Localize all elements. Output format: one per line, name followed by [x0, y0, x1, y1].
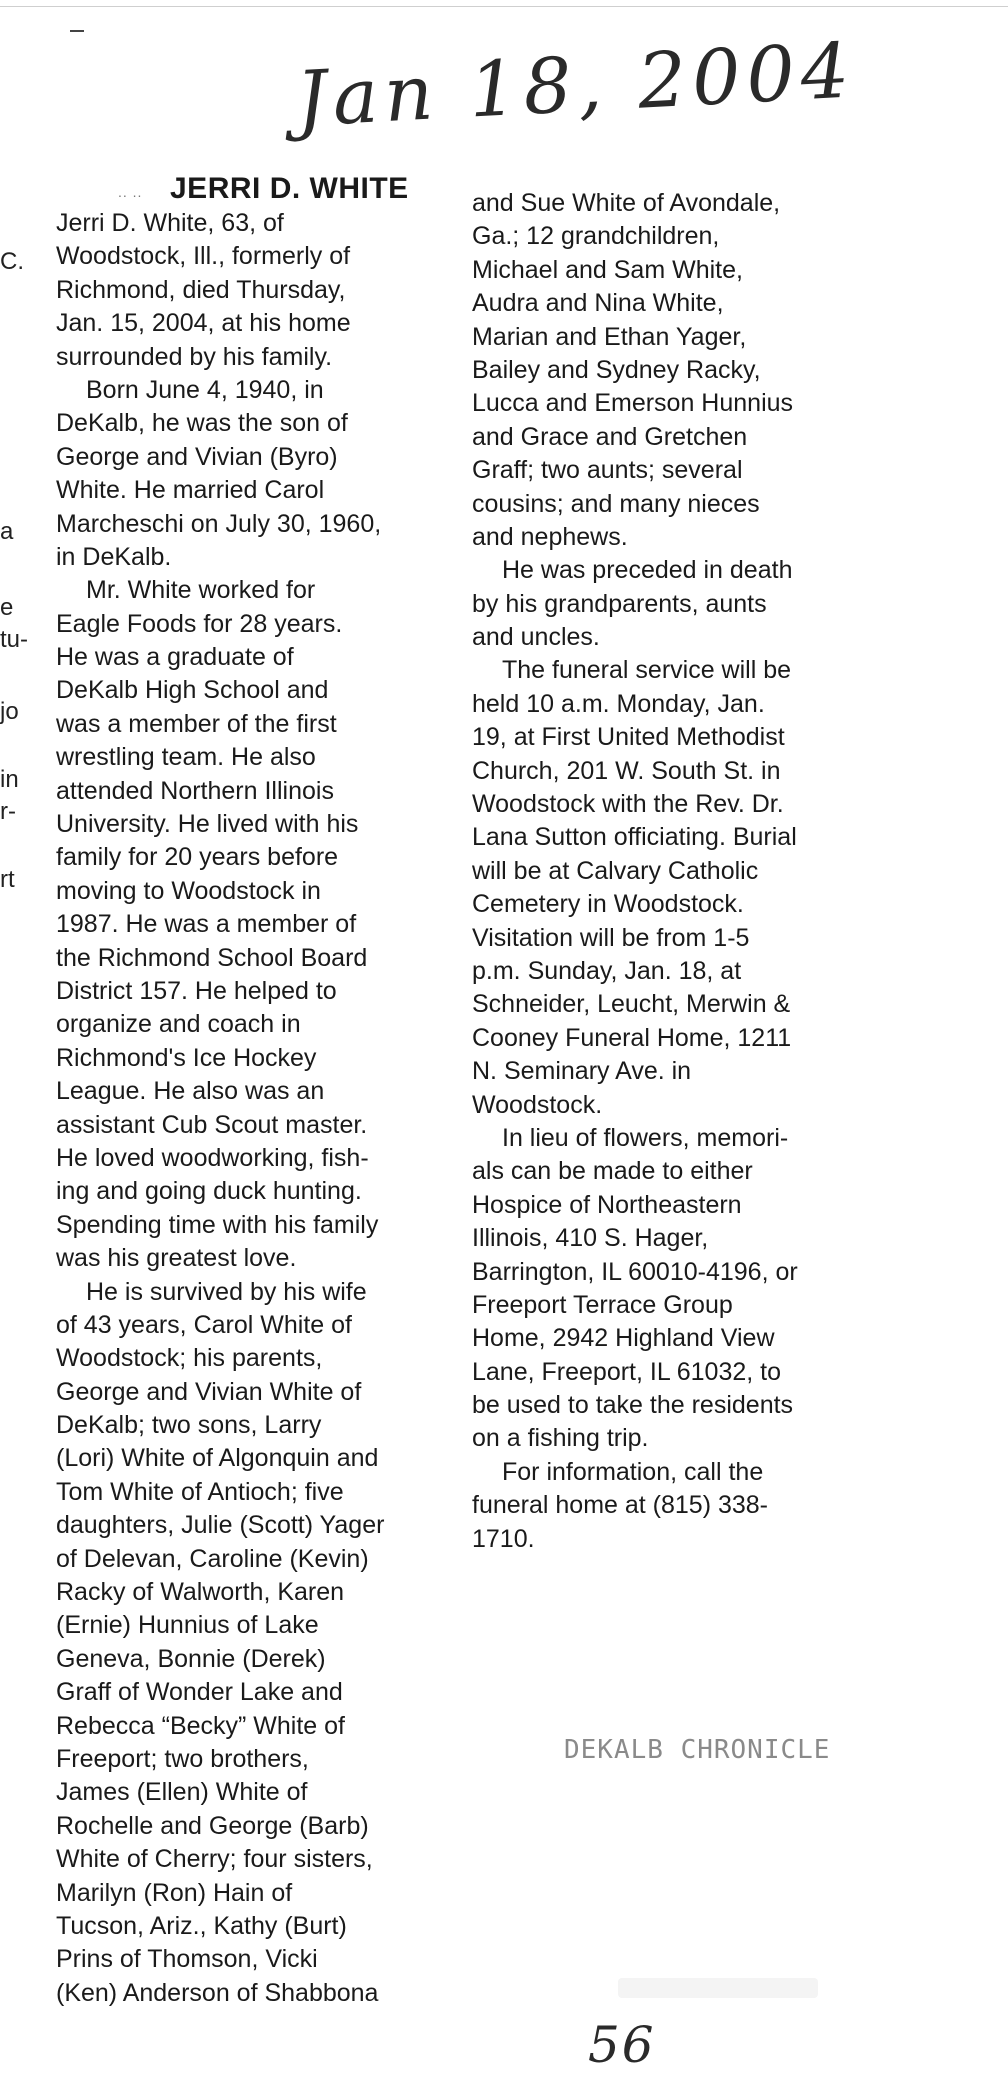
- obituary-line: Woodstock with the Rev. Dr.: [472, 790, 784, 819]
- obituary-line: 1987. He was a member of: [56, 910, 357, 939]
- obituary-column-2: [472, 187, 798, 1556]
- obituary-line: Illinois, 410 S. Hager,: [472, 1224, 709, 1253]
- edge-fragment: a: [0, 518, 14, 545]
- scan-top-edge: [0, 6, 1008, 7]
- obituary-line: Audra and Nina White,: [472, 289, 724, 318]
- obituary-line: Graff of Wonder Lake and: [56, 1678, 343, 1707]
- obituary-line: He loved woodworking, fish-: [56, 1143, 369, 1172]
- obituary-line: University. He lived with his: [56, 810, 359, 839]
- obituary-line: Born June 4, 1940, in: [86, 375, 324, 404]
- obituary-line: and uncles.: [472, 623, 600, 652]
- obituary-line: Freeport Terrace Group: [472, 1290, 733, 1319]
- handwritten-page-number: 56: [588, 2016, 656, 2074]
- obituary-column-1: [56, 207, 384, 2010]
- edge-fragment: r-: [0, 798, 16, 825]
- obituary-line: Church, 201 W. South St. in: [472, 756, 781, 785]
- obituary-line: Geneva, Bonnie (Derek): [56, 1644, 326, 1673]
- obituary-line: (Lori) White of Algonquin and: [56, 1444, 379, 1473]
- obituary-line: Graff; two aunts; several: [472, 456, 743, 485]
- obituary-line: Ga.; 12 grandchildren,: [472, 222, 720, 251]
- obituary-line: Tom White of Antioch; five: [56, 1477, 344, 1506]
- obituary-line: Lana Sutton officiating. Burial: [472, 823, 797, 852]
- obituary-line: Woodstock; his parents,: [56, 1344, 323, 1373]
- obituary-line: Bailey and Sydney Racky,: [472, 355, 761, 384]
- obituary-line: ing and going duck hunting.: [56, 1177, 362, 1206]
- edge-fragment: in: [0, 766, 19, 793]
- obituary-line: Home, 2942 Highland View: [472, 1324, 775, 1353]
- obituary-line: District 157. He helped to: [56, 976, 337, 1005]
- obituary-line: He was a graduate of: [56, 643, 294, 672]
- obituary-line: League. He also was an: [56, 1077, 325, 1106]
- obituary-line: 19, at First United Methodist: [472, 723, 785, 752]
- obituary-line: of 43 years, Carol White of: [56, 1310, 352, 1339]
- obituary-line: of Delevan, Caroline (Kevin): [56, 1544, 369, 1573]
- obituary-line: organize and coach in: [56, 1010, 301, 1039]
- obituary-line: daughters, Julie (Scott) Yager: [56, 1511, 385, 1540]
- obituary-line: James (Ellen) White of: [56, 1778, 308, 1807]
- obituary-line: Richmond's Ice Hockey: [56, 1043, 317, 1072]
- obituary-line: N. Seminary Ave. in: [472, 1057, 692, 1086]
- obituary-line: George and Vivian (Byro): [56, 442, 338, 471]
- obituary-line: George and Vivian White of: [56, 1377, 362, 1406]
- handwritten-date: Jan 18, 2004: [294, 25, 858, 144]
- obituary-line: White. He married Carol: [56, 476, 325, 505]
- obituary-line: Jerri D. White, 63, of: [56, 209, 284, 237]
- obituary-line: and Sue White of Avondale,: [472, 189, 781, 217]
- obituary-line: by his grandparents, aunts: [472, 589, 767, 618]
- obituary-line: In lieu of flowers, memori-: [502, 1123, 789, 1152]
- obituary-line: Racky of Walworth, Karen: [56, 1578, 345, 1607]
- obituary-line: White of Cherry; four sisters,: [56, 1845, 373, 1874]
- obituary-line: was his greatest love.: [56, 1244, 297, 1273]
- scan-mark: [70, 30, 84, 32]
- obituary-line: Mr. White worked for: [86, 576, 316, 605]
- obituary-line: Eagle Foods for 28 years.: [56, 609, 343, 638]
- obituary-line: (Ernie) Hunnius of Lake: [56, 1611, 319, 1640]
- obituary-line: For information, call the: [502, 1457, 764, 1486]
- obituary-line: Woodstock, Ill., formerly of: [56, 242, 351, 271]
- obituary-line: Lucca and Emerson Hunnius: [472, 389, 794, 418]
- edge-fragment: tu-: [0, 626, 29, 653]
- obituary-line: moving to Woodstock in: [56, 876, 321, 905]
- source-stamp: DEKALB CHRONICLE: [564, 1735, 831, 1765]
- obituary-line: Michael and Sam White,: [472, 255, 743, 284]
- obituary-line: The funeral service will be: [502, 656, 792, 685]
- obituary-line: and Grace and Gretchen: [472, 422, 748, 451]
- obituary-line: Richmond, died Thursday,: [56, 275, 346, 304]
- obituary-line: als can be made to either: [472, 1157, 753, 1186]
- obituary-line: Rebecca “Becky” White of: [56, 1711, 345, 1740]
- obituary-headline: JERRI D. WHITE: [170, 172, 409, 205]
- obituary-line: assistant Cub Scout master.: [56, 1110, 368, 1139]
- obituary-line: Marcheschi on July 30, 1960,: [56, 509, 382, 538]
- obituary-line: Jan. 15, 2004, at his home: [56, 309, 351, 338]
- obituary-line: Prins of Thomson, Vicki: [56, 1945, 318, 1974]
- obituary-line: surrounded by his family.: [56, 342, 333, 371]
- obituary-line: Hospice of Northeastern: [472, 1190, 742, 1219]
- obituary-line: cousins; and many nieces: [472, 489, 760, 518]
- obituary-line: Freeport; two brothers,: [56, 1744, 309, 1773]
- obituary-line: DeKalb; two sons, Larry: [56, 1411, 322, 1440]
- obituary-line: was a member of the first: [56, 709, 337, 738]
- obituary-line: be used to take the residents: [472, 1391, 794, 1420]
- edge-fragment: C.: [0, 248, 24, 275]
- obituary-line: Spending time with his family: [56, 1210, 379, 1239]
- obituary-line: held 10 a.m. Monday, Jan.: [472, 689, 765, 718]
- obituary-line: He is survived by his wife: [86, 1277, 367, 1306]
- obituary-line: Barrington, IL 60010-4196, or: [472, 1257, 798, 1286]
- headline-marks: .. ..: [118, 184, 143, 200]
- obituary-line: attended Northern Illinois: [56, 776, 334, 805]
- obituary-line: Lane, Freeport, IL 61032, to: [472, 1357, 782, 1386]
- obituary-line: and nephews.: [472, 522, 628, 551]
- obituary-line: wrestling team. He also: [56, 743, 316, 772]
- obituary-line: 1710.: [472, 1524, 535, 1553]
- obituary-line: the Richmond School Board: [56, 943, 368, 972]
- obituary-line: Visitation will be from 1-5: [472, 923, 750, 952]
- obituary-line: Woodstock.: [472, 1090, 603, 1119]
- obituary-line: DeKalb, he was the son of: [56, 409, 348, 438]
- obituary-line: Cemetery in Woodstock.: [472, 890, 744, 919]
- faded-stamp: [618, 1978, 818, 1998]
- edge-fragment: e: [0, 594, 14, 621]
- edge-fragment: jo: [0, 698, 19, 725]
- obituary-line: He was preceded in death: [502, 556, 793, 585]
- obituary-line: (Ken) Anderson of Shabbona: [56, 1978, 379, 2007]
- obituary-line: Tucson, Ariz., Kathy (Burt): [56, 1911, 347, 1940]
- obituary-line: p.m. Sunday, Jan. 18, at: [472, 956, 742, 985]
- edge-fragment: rt: [0, 866, 15, 893]
- obituary-line: family for 20 years before: [56, 843, 339, 872]
- obituary-line: in DeKalb.: [56, 542, 172, 571]
- obituary-line: Marian and Ethan Yager,: [472, 322, 747, 351]
- obituary-line: will be at Calvary Catholic: [472, 856, 759, 885]
- obituary-line: funeral home at (815) 338-: [472, 1491, 769, 1520]
- obituary-line: Marilyn (Ron) Hain of: [56, 1878, 293, 1907]
- obituary-line: Schneider, Leucht, Merwin &: [472, 990, 791, 1019]
- obituary-line: Cooney Funeral Home, 1211: [472, 1023, 792, 1052]
- obituary-line: DeKalb High School and: [56, 676, 329, 705]
- obituary-line: on a fishing trip.: [472, 1424, 649, 1453]
- obituary-line: Rochelle and George (Barb): [56, 1811, 369, 1840]
